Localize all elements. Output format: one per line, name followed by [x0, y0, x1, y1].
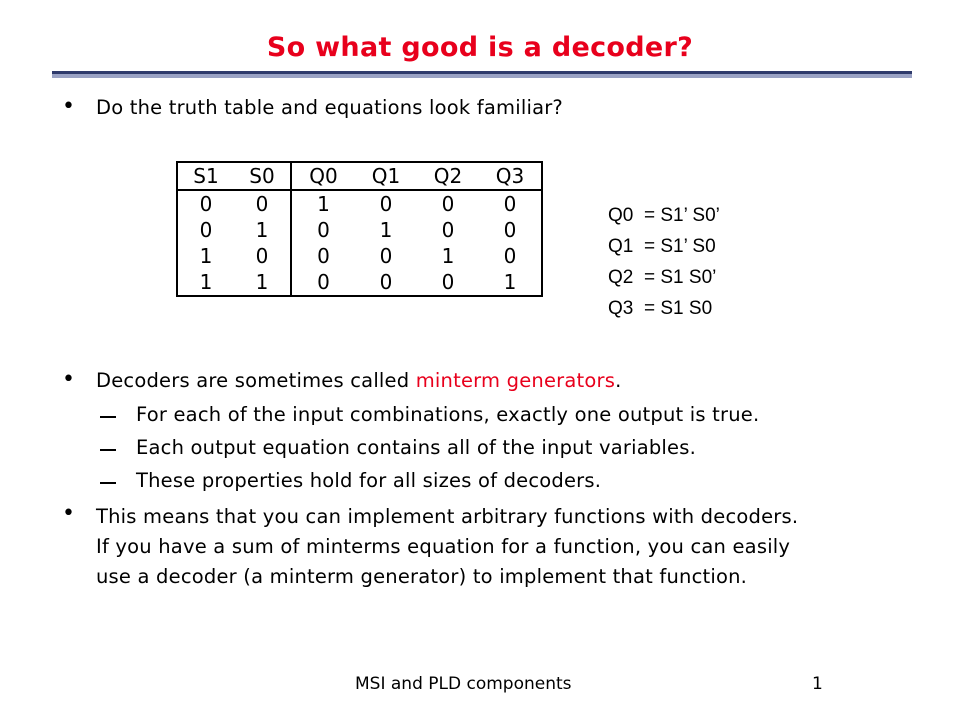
highlighted-term: minterm generators: [415, 369, 616, 392]
equation-lhs: Q2: [608, 267, 634, 288]
bullet-text-part: .: [615, 369, 622, 392]
table-cell: 0: [255, 192, 269, 216]
table-cell: 0: [441, 218, 455, 242]
equation-rhs: = S1’ S0’: [644, 205, 720, 226]
truth-table-row: [177, 269, 542, 296]
bullet-text-line: If you have a sum of minterms equation for a function, you can easily: [96, 535, 791, 558]
table-cell: 0: [503, 218, 517, 242]
bullet-dot: •: [62, 501, 75, 526]
bullet-text: Do the truth table and equations look familiar?: [96, 96, 563, 119]
table-cell: 1: [291, 190, 355, 217]
footer-course-title: MSI and PLD components: [355, 674, 572, 694]
sub-bullet-text: For each of the input combinations, exactly one output is true.: [136, 403, 760, 426]
bullet-text-line: use a decoder (a minterm generator) to implement that function.: [96, 565, 748, 588]
header-cell: Q3: [479, 162, 542, 190]
sub-bullet-text: Each output equation contains all of the input variables.: [136, 436, 696, 459]
truth-table-row: [177, 217, 542, 243]
truth-table: [176, 161, 543, 297]
truth-table-row: [177, 243, 542, 269]
table-cell: 0: [441, 270, 455, 294]
table-cell: 0: [379, 192, 393, 216]
header-cell: S1: [177, 162, 234, 190]
title-rule-shadow: [52, 74, 912, 78]
header-cell: Q0: [291, 162, 355, 190]
table-cell: 1: [441, 244, 455, 268]
equations: [608, 205, 720, 329]
table-cell: 1: [199, 270, 213, 294]
equation: [608, 267, 720, 298]
table-cell: 0: [503, 244, 517, 268]
table-cell: 0: [199, 192, 213, 216]
equation-lhs: Q1: [608, 236, 634, 257]
bullet-text: [96, 369, 621, 392]
table-cell: 0: [503, 192, 517, 216]
equation-lhs: Q0: [608, 205, 634, 226]
bullet-text-part: Decoders are sometimes called: [96, 369, 416, 392]
table-cell: 1: [379, 218, 393, 242]
table-cell: 1: [199, 244, 213, 268]
table-cell: 0: [291, 243, 355, 269]
dash-marker: [100, 482, 116, 484]
table-cell: 0: [291, 217, 355, 243]
header-cell: S0: [234, 162, 291, 190]
table-cell: 0: [255, 244, 269, 268]
header-cell: Q1: [355, 162, 417, 190]
bullet-text-line: This means that you can implement arbitrary functions with decoders.: [96, 505, 799, 528]
page-number: 1: [812, 674, 823, 694]
bullet-dot: •: [62, 367, 75, 392]
equation-rhs: = S1 S0’: [644, 267, 717, 288]
equation-lhs: Q3: [608, 298, 634, 319]
sub-bullet-text: These properties hold for all sizes of decoders.: [136, 469, 602, 492]
bullet-dot: •: [62, 94, 75, 119]
dash-marker: [100, 449, 116, 451]
equation: [608, 298, 720, 329]
equation: [608, 236, 720, 267]
truth-table-row: [177, 190, 542, 217]
table-cell: 1: [255, 218, 269, 242]
table-cell: 0: [379, 244, 393, 268]
equation: [608, 205, 720, 236]
table-cell: 1: [503, 270, 517, 294]
table-cell: 0: [199, 218, 213, 242]
table-cell: 0: [291, 269, 355, 296]
slide-title: So what good is a decoder?: [266, 32, 694, 63]
equation-rhs: = S1 S0: [644, 298, 713, 319]
header-cell: Q2: [417, 162, 479, 190]
dash-marker: [100, 416, 116, 418]
equation-rhs: = S1’ S0: [644, 236, 716, 257]
table-cell: 0: [441, 192, 455, 216]
table-cell: 1: [255, 270, 269, 294]
table-cell: 0: [379, 270, 393, 294]
truth-table-header-row: [177, 162, 542, 190]
